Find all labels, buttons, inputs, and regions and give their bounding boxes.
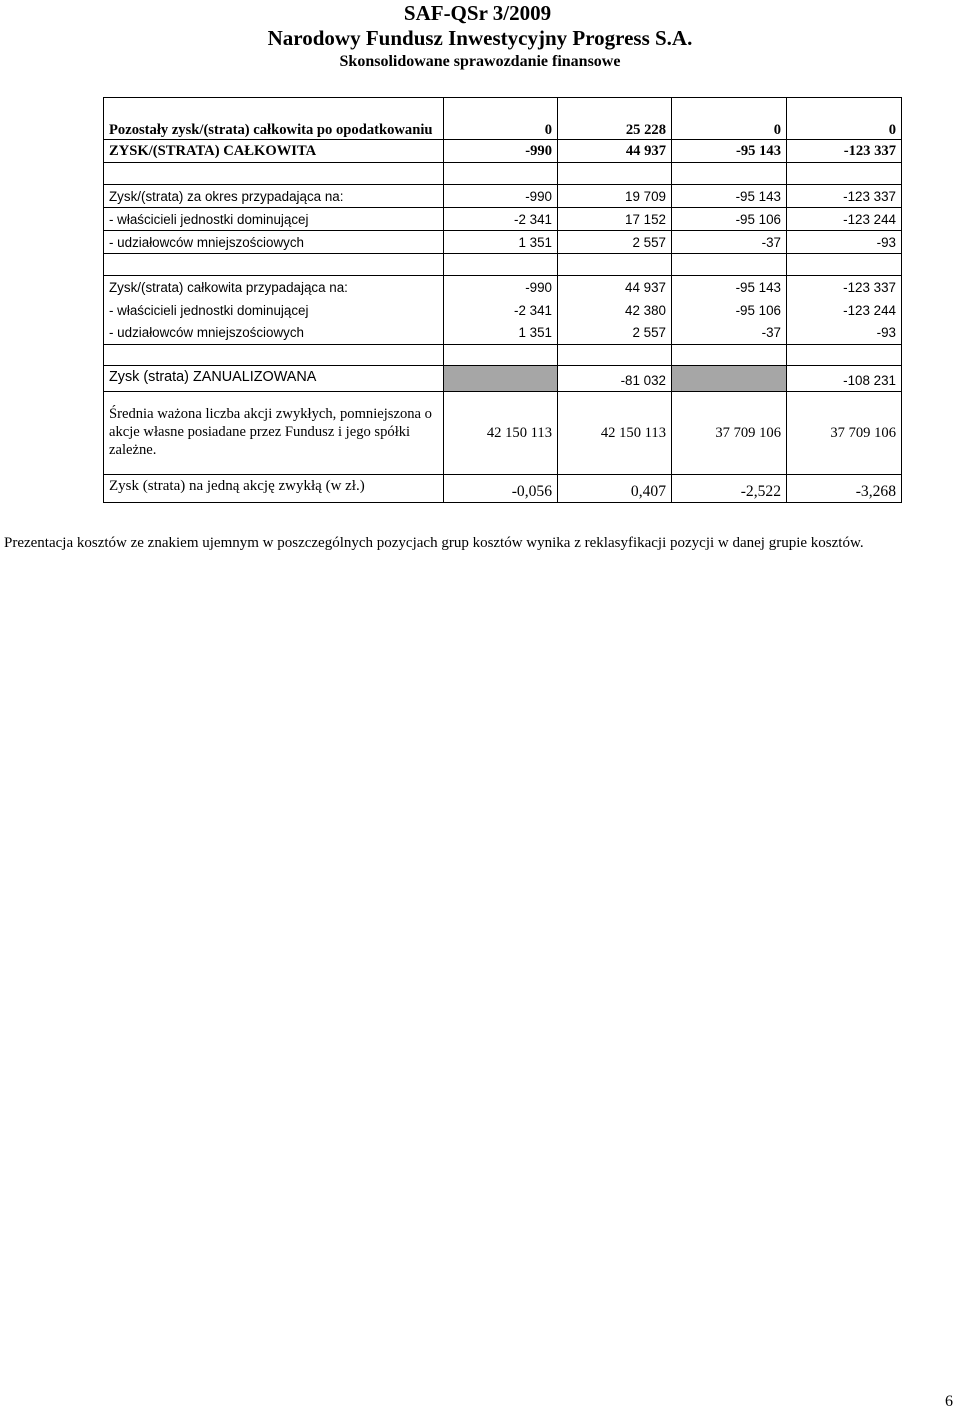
table-row [104, 231, 902, 254]
table-row [104, 276, 902, 299]
value-cell: -81 032 [558, 366, 672, 392]
value-cell: 1 351 [444, 231, 558, 254]
value-cell: 42 150 113 [444, 392, 558, 475]
report-code: SAF-QSr 3/2009 [403, 1, 552, 25]
value-cell-shaded [672, 366, 787, 392]
comprehensive-income-table [103, 97, 902, 503]
value-cell: -95 106 [672, 299, 787, 322]
table-row [104, 322, 902, 345]
spacer-row [104, 163, 902, 185]
value-cell: -95 143 [672, 185, 787, 208]
value-cell: 44 937 [558, 140, 672, 163]
value-cell: -93 [787, 231, 902, 254]
value-cell: 2 557 [558, 231, 672, 254]
spacer-row [104, 254, 902, 276]
value-cell: 19 709 [558, 185, 672, 208]
row-label: Średnia ważona liczba akcji zwykłych, pomniejszona o akcje własne posiadane przez Fundusz i jego spółki zależne. [104, 392, 444, 475]
table-row [104, 185, 902, 208]
report-title: Skonsolidowane sprawozdanie finansowe [339, 53, 621, 70]
value-cell: 0 [672, 98, 787, 140]
value-cell: -108 231 [787, 366, 902, 392]
value-cell: 0 [787, 98, 902, 140]
value-cell: -123 337 [787, 140, 902, 163]
row-label: - właścicieli jednostki dominującej [104, 208, 444, 231]
value-cell: 42 150 113 [558, 392, 672, 475]
value-cell: -95 143 [672, 276, 787, 299]
value-cell: -3,268 [787, 475, 902, 503]
row-label: Zysk (strata) ZANUALIZOWANA [104, 366, 444, 392]
value-cell: -123 337 [787, 185, 902, 208]
page-number: 6 [945, 1393, 953, 1410]
value-cell: 37 709 106 [672, 392, 787, 475]
value-cell: 25 228 [558, 98, 672, 140]
row-label: - właścicieli jednostki dominującej [104, 299, 444, 322]
value-cell: -990 [444, 140, 558, 163]
value-cell: -123 244 [787, 208, 902, 231]
value-cell: -2 341 [444, 208, 558, 231]
value-cell: -37 [672, 322, 787, 345]
table-row [104, 366, 902, 392]
table-row [104, 140, 902, 163]
value-cell: -95 143 [672, 140, 787, 163]
spacer-row [104, 345, 902, 366]
value-cell: 37 709 106 [787, 392, 902, 475]
row-label: Zysk (strata) na jedną akcję zwykłą (w zł.) [104, 475, 444, 503]
row-label: Zysk/(strata) za okres przypadająca na: [104, 185, 444, 208]
row-label: - udziałowców mniejszościowych [104, 322, 444, 345]
value-cell: -2 341 [444, 299, 558, 322]
value-cell: 2 557 [558, 322, 672, 345]
value-cell: -990 [444, 185, 558, 208]
value-cell: -93 [787, 322, 902, 345]
value-cell: 42 380 [558, 299, 672, 322]
value-cell: -123 244 [787, 299, 902, 322]
company-name: Narodowy Fundusz Inwestycyjny Progress S.A. [267, 26, 693, 50]
row-label: Zysk/(strata) całkowita przypadająca na: [104, 276, 444, 299]
table-row [104, 475, 902, 503]
value-cell: -37 [672, 231, 787, 254]
value-cell: 1 351 [444, 322, 558, 345]
value-cell: 17 152 [558, 208, 672, 231]
document-header [0, 0, 960, 72]
table-row [104, 98, 902, 140]
row-label: - udziałowców mniejszościowych [104, 231, 444, 254]
table-row [104, 208, 902, 231]
row-label: Pozostały zysk/(strata) całkowita po opodatkowaniu [104, 98, 444, 140]
value-cell: -123 337 [787, 276, 902, 299]
value-cell: -95 106 [672, 208, 787, 231]
value-cell-shaded [444, 366, 558, 392]
table-row [104, 392, 902, 475]
value-cell: 44 937 [558, 276, 672, 299]
cost-presentation-note: Prezentacja kosztów ze znakiem ujemnym w poszczególnych pozycjach grup kosztów wynika z reklasyfikacji pozycji w danej grupie kosztów. [4, 535, 864, 551]
value-cell: 0,407 [558, 475, 672, 503]
table-row [104, 299, 902, 322]
value-cell: 0 [444, 98, 558, 140]
value-cell: -2,522 [672, 475, 787, 503]
row-label: ZYSK/(STRATA) CAŁKOWITA [104, 140, 444, 163]
value-cell: -0,056 [444, 475, 558, 503]
value-cell: -990 [444, 276, 558, 299]
